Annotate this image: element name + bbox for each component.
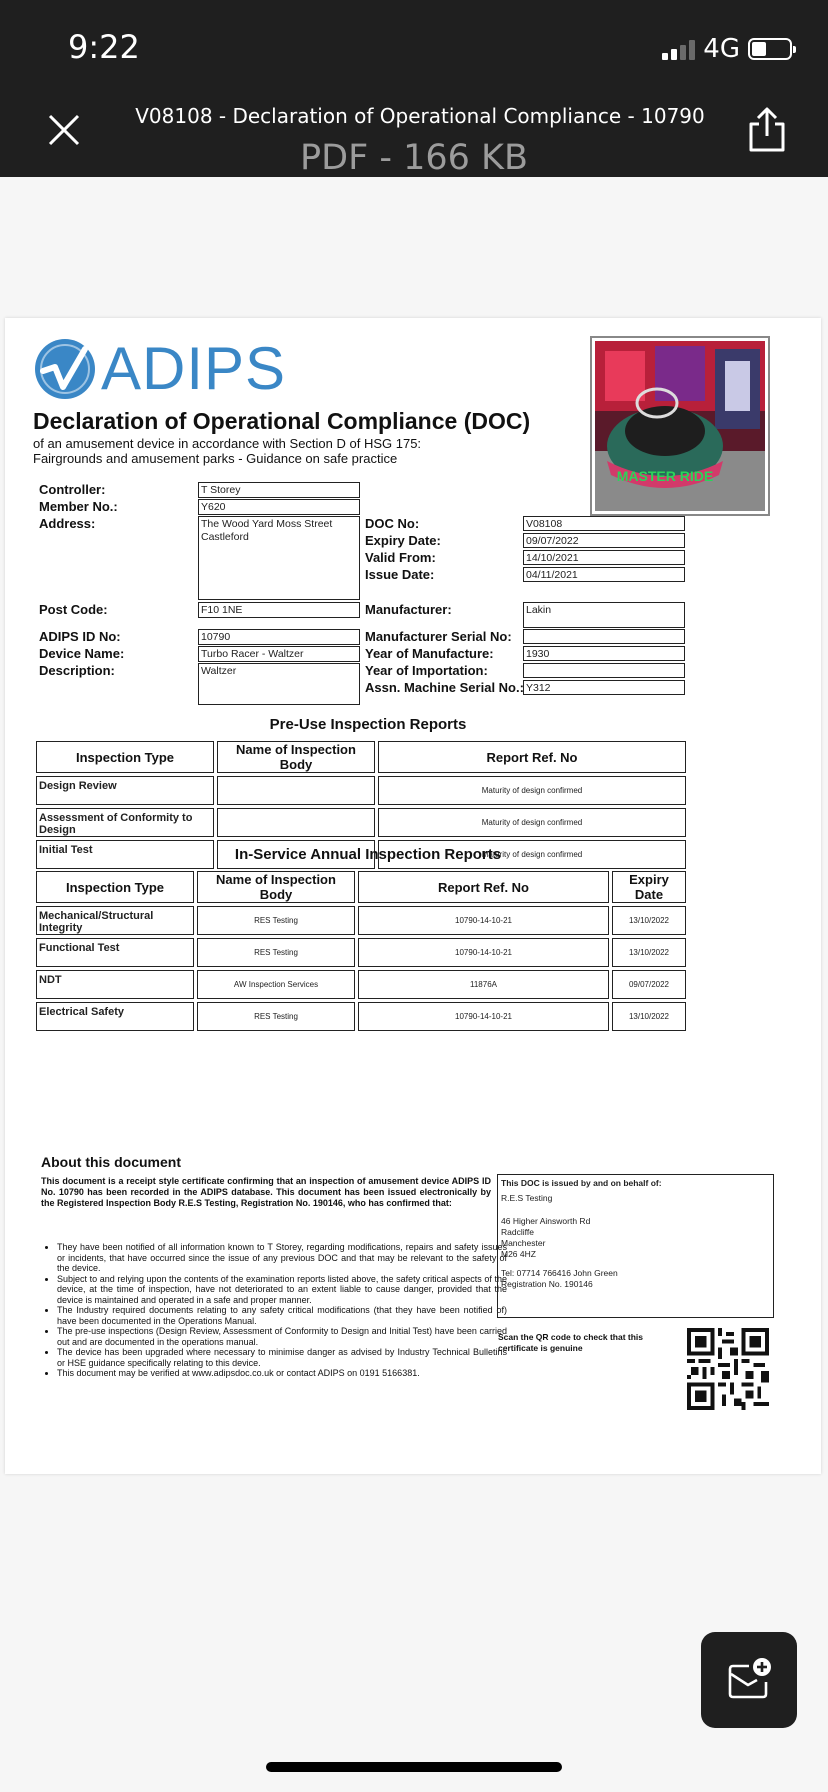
- logo-text: ADIPS: [101, 335, 287, 402]
- status-indicators: [662, 34, 792, 64]
- document-title: V08108 - Declaration of Operational Compliance - 10790: [135, 104, 705, 128]
- description-label: Description:: [39, 663, 115, 678]
- close-button[interactable]: [44, 110, 84, 150]
- photo-caption: MASTER RIDE: [616, 468, 714, 484]
- pre-use-ref: Maturity of design confirmed: [378, 808, 686, 837]
- in-service-expiry: 13/10/2022: [612, 1002, 686, 1031]
- adips-logo: [33, 334, 286, 403]
- in-service-ref: 11876A: [358, 970, 609, 999]
- pre-use-header-row: [36, 741, 686, 773]
- in-service-header-row: [36, 871, 686, 903]
- in-service-ref: 10790-14-10-21: [358, 906, 609, 935]
- table-row: [36, 970, 686, 999]
- in-service-body: AW Inspection Services: [197, 970, 355, 999]
- member-label: Member No.:: [39, 499, 118, 514]
- assn-serial-label: Assn. Machine Serial No.:: [365, 680, 524, 695]
- pdf-page[interactable]: [5, 318, 821, 1474]
- issuer-tel: Tel: 07714 766416 John Green: [501, 1268, 618, 1278]
- valid-from-label: Valid From:: [365, 550, 436, 565]
- markup-button[interactable]: [701, 1632, 797, 1728]
- pre-use-ref: Maturity of design confirmed: [378, 840, 686, 869]
- description-value: Waltzer: [198, 663, 360, 705]
- list-item: • This document may be verified at www.adipsdoc.co.uk or contact ADIPS on 0191 5166381.: [57, 1368, 507, 1379]
- table-row: [36, 808, 686, 837]
- in-service-expiry: 13/10/2022: [612, 906, 686, 935]
- issuer-addr3: Manchester: [501, 1238, 546, 1248]
- list-item: • Subject to and relying upon the contents of the examination reports listed above, the safety critical aspects of the device, at the time of inspection, have not deteriorated to an extent liable to cause danger, provided that the device is maintained and operated in a safe and proper manner.: [57, 1274, 507, 1306]
- device-name-label: Device Name:: [39, 646, 125, 661]
- in-service-table: [33, 868, 689, 1034]
- in-service-body: RES Testing: [197, 1002, 355, 1031]
- issuer-addr4: M26 4HZ: [501, 1249, 536, 1259]
- pre-use-body: [217, 776, 375, 805]
- pre-use-ref: Maturity of design confirmed: [378, 776, 686, 805]
- share-button[interactable]: [746, 107, 788, 153]
- controller-label: Controller:: [39, 482, 106, 497]
- in-service-header-type: Inspection Type: [36, 871, 194, 903]
- about-intro: This document is a receipt style certificate confirming that an inspection of amusement device ADIPS ID No. 10790 has been recorded in the ADIPS database. This document has been issued electronically by the Registered Inspection Body R.E.S Testing, Registration No. 190146, who has confirmed that:: [41, 1176, 491, 1208]
- issuer-reg: Registration No. 190146: [501, 1279, 593, 1289]
- doc-no-label: DOC No:: [365, 516, 420, 531]
- table-row: [36, 1002, 686, 1031]
- issue-date-value: 04/11/2021: [523, 567, 685, 582]
- issuer-addr1: 46 Higher Ainsworth Rd: [501, 1216, 591, 1226]
- manufacturer-value: Lakin: [523, 602, 685, 628]
- in-service-type: Mechanical/Structural Integrity: [36, 906, 194, 935]
- in-service-ref: 10790-14-10-21: [358, 1002, 609, 1031]
- member-value: Y620: [198, 499, 360, 515]
- controller-value: T Storey: [198, 482, 360, 498]
- in-service-type: Functional Test: [36, 938, 194, 967]
- in-service-type: NDT: [36, 970, 194, 999]
- mfr-serial-label: Manufacturer Serial No:: [365, 629, 512, 644]
- issuer-box: [497, 1174, 774, 1318]
- about-bullets: [41, 1242, 507, 1379]
- compose-icon: [725, 1656, 773, 1704]
- in-service-header-ref: Report Ref. No: [358, 871, 609, 903]
- mfr-serial-value: [523, 629, 685, 644]
- close-icon: [44, 110, 84, 150]
- year-import-label: Year of Importation:: [365, 663, 488, 678]
- address-label: Address:: [39, 516, 96, 531]
- table-row: [36, 906, 686, 935]
- expiry-label: Expiry Date:: [365, 533, 441, 548]
- document-size: PDF - 166 KB: [300, 138, 528, 178]
- in-service-header-expiry: Expiry Date: [612, 871, 686, 903]
- document-subheading: [33, 436, 513, 466]
- issuer-name: R.E.S Testing: [501, 1193, 553, 1203]
- adips-logo-icon: [33, 337, 97, 401]
- pre-use-header-ref: Report Ref. No: [378, 741, 686, 773]
- expiry-value: 09/07/2022: [523, 533, 685, 548]
- in-service-expiry: 09/07/2022: [612, 970, 686, 999]
- device-photo: [590, 336, 770, 516]
- in-service-header-body: Name of Inspection Body: [197, 871, 355, 903]
- pre-use-body: [217, 808, 375, 837]
- table-row: [36, 938, 686, 967]
- device-name-value: Turbo Racer - Waltzer: [198, 646, 360, 662]
- in-service-body: RES Testing: [197, 906, 355, 935]
- issuer-heading: This DOC is issued by and on behalf of:: [501, 1178, 662, 1188]
- pre-use-header-body: Name of Inspection Body: [217, 741, 375, 773]
- year-mfr-value: 1930: [523, 646, 685, 661]
- list-item: • The pre-use inspections (Design Review, Assessment of Conformity to Design and Initial Test) have been carried out and are documented in the operations manual.: [57, 1326, 507, 1347]
- year-mfr-label: Year of Manufacture:: [365, 646, 494, 661]
- postcode-label: Post Code:: [39, 602, 108, 617]
- in-service-title: In-Service Annual Inspection Reports: [234, 846, 502, 863]
- battery-icon: [748, 38, 792, 60]
- valid-from-value: 14/10/2021: [523, 550, 685, 565]
- signal-icon: [662, 38, 695, 60]
- issuer-addr2: Radcliffe: [501, 1227, 534, 1237]
- qr-caption: Scan the QR code to check that this certificate is genuine: [498, 1332, 644, 1353]
- document-heading: Declaration of Operational Compliance (DOC): [33, 408, 531, 434]
- postcode-value: F10 1NE: [198, 602, 360, 618]
- in-service-ref: 10790-14-10-21: [358, 938, 609, 967]
- top-bar: [0, 0, 828, 177]
- about-title: About this document: [41, 1154, 181, 1170]
- address-line1: The Wood Yard Moss Street: [201, 518, 333, 530]
- list-item: • They have been notified of all information known to T Storey, regarding modifications, repairs and safety issues or incidents, that have occurred since the issue of any previous DOC and that may be relevant to the safety of the device.: [57, 1242, 507, 1274]
- assn-serial-value: Y312: [523, 680, 685, 695]
- pre-use-type: Initial Test: [36, 840, 214, 869]
- in-service-body: RES Testing: [197, 938, 355, 967]
- in-service-type: Electrical Safety: [36, 1002, 194, 1031]
- adips-id-label: ADIPS ID No:: [39, 629, 121, 644]
- ride-photo-image: [595, 341, 765, 511]
- address-line2: Castleford: [201, 531, 249, 543]
- adips-id-value: 10790: [198, 629, 360, 645]
- pre-use-header-type: Inspection Type: [36, 741, 214, 773]
- table-row: [36, 776, 686, 805]
- status-time: 9:22: [68, 28, 140, 66]
- pre-use-type: Assessment of Conformity to Design: [36, 808, 214, 837]
- pre-use-title: Pre-Use Inspection Reports: [269, 716, 467, 733]
- subheading-line2: Fairgrounds and amusement parks - Guidance on safe practice: [33, 451, 398, 466]
- in-service-expiry: 13/10/2022: [612, 938, 686, 967]
- home-indicator[interactable]: [266, 1762, 562, 1772]
- issue-date-label: Issue Date:: [365, 567, 435, 582]
- doc-no-value: V08108: [523, 516, 685, 531]
- year-import-value: [523, 663, 685, 678]
- address-value: [198, 516, 360, 600]
- share-icon: [746, 107, 788, 153]
- qr-code[interactable]: [687, 1328, 769, 1410]
- list-item: • The device has been upgraded where necessary to minimise danger as advised by Industry Technical Bulletins or HSE guidance specifically relating to this device.: [57, 1347, 507, 1368]
- network-type: 4G: [703, 34, 740, 64]
- manufacturer-label: Manufacturer:: [365, 602, 452, 617]
- subheading-line1: of an amusement device in accordance with Section D of HSG 175:: [33, 436, 422, 451]
- list-item: • The Industry required documents relating to any safety critical modifications (that they have been notified of) have been documented in the Operations Manual.: [57, 1305, 507, 1326]
- pre-use-type: Design Review: [36, 776, 214, 805]
